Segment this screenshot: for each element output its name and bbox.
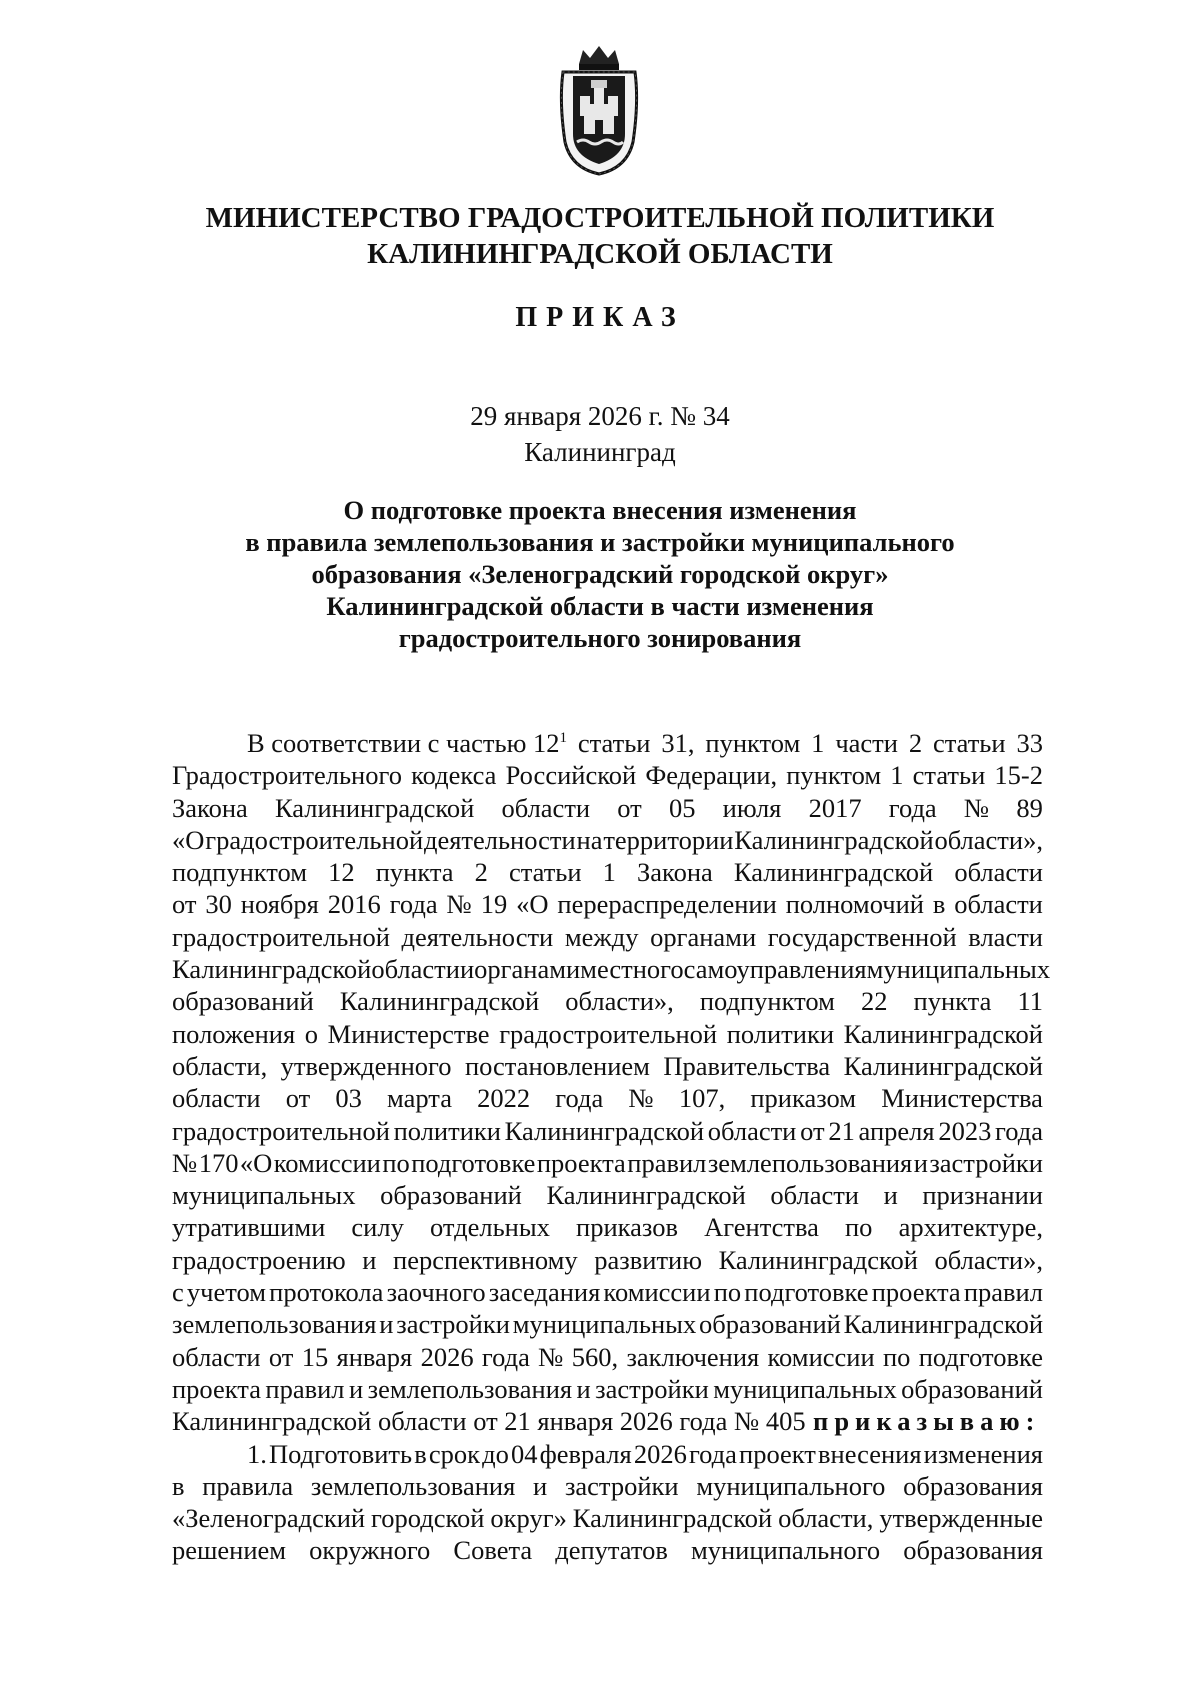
body-word: 33: [1016, 728, 1043, 758]
body-word: муниципальных: [713, 1373, 897, 1404]
body-word: статьи: [577, 728, 651, 758]
body-word: утвержденного: [280, 1050, 452, 1081]
body-word: 560,: [571, 1341, 619, 1372]
body-word: области,: [172, 1050, 268, 1081]
body-word: решением: [172, 1535, 287, 1566]
body-line: [172, 953, 1051, 985]
body-word: деятельности: [423, 824, 576, 855]
body-word: года: [481, 1341, 530, 1372]
body-line: [172, 1534, 1043, 1566]
body-word: внесения: [818, 1438, 922, 1469]
body-word: образования: [903, 1470, 1043, 1501]
body-word: в: [932, 889, 946, 920]
body-word: 170: [198, 1147, 239, 1178]
body-word: февраля: [539, 1438, 632, 1469]
body-word: 1: [602, 857, 616, 888]
body-word: до: [482, 1438, 509, 1469]
body-word: Российской: [505, 760, 637, 791]
body-word: 19: [480, 889, 508, 920]
ministry-name: [150, 200, 1050, 272]
body-word: статьи: [932, 728, 1006, 758]
body-line: [172, 792, 1043, 824]
body-word: градостроительной: [172, 921, 390, 952]
body-word: 2016: [327, 889, 381, 920]
body-word: застройки: [929, 1147, 1043, 1178]
body-word: 31,: [661, 728, 695, 758]
body-word: землепользования: [172, 1309, 377, 1340]
body-word: по: [382, 1147, 410, 1178]
body-word: власти: [968, 921, 1043, 952]
body-word: Агентства: [704, 1212, 819, 1243]
body-word: землепользования: [310, 1470, 516, 1501]
body-word: области: [707, 1115, 797, 1146]
body-word: приказом: [750, 1083, 857, 1114]
body-word: №: [446, 889, 472, 920]
body-word: проект: [739, 1438, 816, 1469]
body-word: области»,: [934, 1244, 1043, 1275]
body-word: пунктом: [786, 760, 882, 791]
body-word: 2017: [808, 792, 862, 823]
body-word: Калининградской: [843, 1018, 1043, 1049]
body-word: 22: [860, 986, 888, 1017]
body-word: от: [285, 1083, 311, 1114]
body-word: проекта: [172, 1373, 261, 1404]
body-word: городской: [371, 1503, 485, 1534]
body-word: 1: [890, 760, 904, 791]
body-word: года: [389, 889, 438, 920]
body-word: №: [628, 1083, 654, 1114]
body-word: «О: [516, 889, 549, 920]
body-word: 05: [668, 792, 696, 823]
body-word: пунктом: [705, 728, 801, 758]
body-word: образований: [901, 1373, 1043, 1404]
date-block: [150, 398, 1050, 470]
body-word: в: [414, 1438, 427, 1469]
body-word: пункта: [913, 986, 992, 1017]
body-line: [172, 1470, 1043, 1502]
body-word: Калининградской: [718, 1244, 918, 1275]
body-word: Калининградской: [339, 986, 540, 1017]
body-word: местного: [580, 954, 684, 985]
body-word: подпунктом: [699, 986, 835, 1017]
body-line: [172, 1276, 1043, 1308]
body-word: области: [954, 889, 1043, 920]
body-word: 2022: [477, 1083, 531, 1114]
body-word: между: [564, 921, 639, 952]
body-word: застройки: [595, 1373, 709, 1404]
body-word: государственной: [767, 921, 957, 952]
body-word: срок: [428, 1438, 480, 1469]
kaliningrad-coat-of-arms-icon: [557, 42, 641, 178]
body-word: образования: [903, 1535, 1043, 1566]
body-word: 1: [811, 728, 825, 758]
body-word: от: [268, 1341, 294, 1372]
body-word: застройки: [564, 1470, 679, 1501]
body-word: 30: [205, 889, 232, 920]
body-word: 15: [301, 1341, 329, 1372]
body-word: статьи: [912, 760, 986, 791]
body-word: по: [845, 1212, 873, 1243]
body-word: пункта: [375, 857, 454, 888]
body-word: образований: [380, 1180, 522, 1211]
body-word: Калининградской: [504, 1115, 705, 1146]
date-and-number: 29 января 2026 г. № 34: [470, 401, 730, 431]
body-word: утратившими: [172, 1212, 326, 1243]
body-line: [172, 1405, 1043, 1437]
body-word: подготовке: [411, 1147, 536, 1178]
body-word: заключения: [626, 1341, 760, 1372]
body-word: июля: [722, 792, 782, 823]
body-word: области: [172, 1341, 261, 1372]
body-word: муниципального: [690, 1535, 881, 1566]
body-word: архитектуре,: [898, 1212, 1043, 1243]
body-word: 04: [510, 1438, 538, 1469]
body-word: 2: [474, 857, 488, 888]
body-word: правила: [202, 1470, 294, 1501]
body-word: 1.: [247, 1438, 267, 1469]
body-line: [172, 1018, 1043, 1050]
body-word: градостроительной: [172, 1115, 390, 1146]
body-word: марта: [387, 1083, 452, 1114]
body-text: [172, 727, 1051, 1567]
body-word: заочного: [386, 1277, 486, 1308]
order-word: приказываю:: [813, 1406, 1041, 1437]
ministry-name-line-1: МИНИСТЕРСТВО ГРАДОСТРОИТЕЛЬНОЙ ПОЛИТИКИ: [205, 202, 995, 234]
city: Калининград: [524, 437, 676, 467]
body-word: Калининградской: [734, 824, 934, 855]
body-word: области: [770, 1180, 859, 1211]
body-word: приказов: [576, 1212, 678, 1243]
body-word: года: [555, 1083, 604, 1114]
subject-line: Калининградской области в части изменения: [326, 591, 874, 621]
body-word: области: [371, 954, 460, 985]
body-word: области,: [778, 1503, 874, 1534]
body-word: подготовке: [918, 1341, 1043, 1372]
body-word: Закона: [172, 792, 248, 823]
body-word: и: [576, 1373, 591, 1404]
body-word: и: [362, 1244, 377, 1275]
body-word: и: [533, 1470, 548, 1501]
body-word: самоуправления: [683, 954, 867, 985]
body-word: градостроительной: [499, 1018, 718, 1049]
body-word: Калининградской: [843, 1050, 1043, 1081]
body-word: и: [349, 1373, 364, 1404]
body-word: №: [172, 1147, 198, 1178]
body-word: «О: [172, 824, 205, 855]
body-word: землепользования: [707, 1147, 913, 1178]
body-line: [172, 1211, 1043, 1243]
body-word: от: [800, 1115, 825, 1146]
body-word: 12: [328, 857, 355, 888]
subject-line: в правила землепользования и застройки муниципального: [245, 527, 955, 557]
body-word: территории: [603, 824, 734, 855]
body-word: землепользования: [367, 1373, 573, 1404]
body-word: Министерстве: [327, 1018, 490, 1049]
body-word: «О: [239, 1147, 273, 1178]
body-word: образований: [699, 1309, 841, 1340]
document-type: ПРИКАЗ: [515, 302, 685, 333]
body-word: апреля: [858, 1115, 935, 1146]
body-word: от: [617, 792, 642, 823]
body-word: постановлением: [464, 1050, 650, 1081]
body-word: Министерства: [881, 1083, 1043, 1114]
body-word: января: [336, 1341, 413, 1372]
body-word: заседания: [488, 1277, 601, 1308]
body-line: [172, 888, 1043, 920]
body-line: [172, 1115, 1043, 1147]
body-word: проекта: [871, 1277, 961, 1308]
body-word: утвержденные: [879, 1503, 1043, 1534]
body-word: 03: [335, 1083, 362, 1114]
body-word: статьи: [508, 857, 582, 888]
body-word: года: [995, 1115, 1043, 1146]
body-word: области»,: [934, 824, 1043, 855]
body-word: органами: [474, 954, 581, 985]
body-word: ноября: [240, 889, 319, 920]
body-word: застройки: [396, 1309, 510, 1340]
body-line: [172, 759, 1043, 791]
body-word: области»,: [565, 986, 674, 1017]
subject-line: градостроительного зонирования: [398, 623, 802, 653]
body-word: деятельности: [401, 921, 554, 952]
body-word: комиссии: [767, 1341, 875, 1372]
body-word: кодекса: [411, 760, 497, 791]
ministry-name-line-2: КАЛИНИНГРАДСКОЙ ОБЛАСТИ: [367, 238, 833, 270]
body-line: [172, 1502, 1043, 1534]
body-word: силу: [351, 1212, 404, 1243]
body-word: Федерации,: [645, 760, 778, 791]
body-word: правил: [963, 1277, 1043, 1308]
body-line: [172, 1244, 1043, 1276]
body-word: учетом: [186, 1277, 267, 1308]
body-word: в: [172, 1470, 185, 1501]
body-word: 2026: [633, 1438, 687, 1469]
body-word: и: [379, 1309, 394, 1340]
body-word: окружного: [309, 1535, 431, 1566]
body-word: и: [459, 954, 475, 985]
body-word: Правительства: [663, 1050, 831, 1081]
body-word: развитию: [594, 1244, 702, 1275]
body-word: Совета: [453, 1535, 533, 1566]
body-line: [172, 1050, 1043, 1082]
body-line: [172, 1341, 1043, 1373]
body-word: комиссии: [273, 1147, 381, 1178]
body-text-fragment: В соответствии с частью 12: [247, 728, 560, 758]
body-word: по: [882, 1341, 911, 1372]
body-word: подпунктом: [172, 857, 308, 888]
body-word: года: [888, 792, 937, 823]
superscript: 1: [559, 730, 567, 747]
body-word: области: [501, 792, 591, 823]
body-word: муниципального: [696, 1470, 886, 1501]
body-word: политики: [726, 1018, 834, 1049]
body-line: [172, 824, 1043, 856]
body-line: [172, 1438, 1043, 1470]
body-word: Калининградской: [172, 954, 372, 985]
subject-line: О подготовке проекта внесения изменения: [343, 495, 857, 525]
body-line: [172, 856, 1043, 888]
body-word: №: [538, 1341, 564, 1372]
body-line: [172, 1147, 1043, 1179]
body-word: полномочий: [785, 889, 924, 920]
body-word: муниципальных: [512, 1309, 697, 1340]
body-line: [172, 1082, 1043, 1114]
body-word: Закона: [637, 857, 713, 888]
body-word: Градостроительного: [172, 760, 402, 791]
body-word: правил: [265, 1373, 345, 1404]
body-word: 2: [908, 728, 923, 758]
body-line: [172, 985, 1043, 1017]
body-word: округ»: [490, 1503, 567, 1534]
body-line: [172, 921, 1043, 953]
body-word: Калининградской: [546, 1180, 746, 1211]
body-word: №: [963, 792, 990, 823]
body-word: органами: [650, 921, 757, 952]
body-word: проекта: [536, 1147, 626, 1178]
body-line: [172, 727, 1043, 759]
body-word: подготовке: [744, 1277, 869, 1308]
body-word: изменения: [923, 1438, 1043, 1469]
body-word: положения: [172, 1018, 296, 1049]
body-word: части: [835, 728, 898, 758]
body-word: депутатов: [555, 1535, 668, 1566]
body-word: о: [304, 1018, 319, 1049]
body-word: правил: [627, 1147, 707, 1178]
body-word: градостроительной: [205, 824, 424, 855]
body-line: [172, 1308, 1043, 1340]
body-word: года: [688, 1438, 737, 1469]
body-word: отдельных: [429, 1212, 550, 1243]
body-word: Калининградской: [733, 857, 934, 888]
body-word: 15-2: [994, 760, 1043, 791]
body-word: 21: [828, 1115, 855, 1146]
body-word: муниципальных: [172, 1180, 356, 1211]
body-word: и: [883, 1180, 898, 1211]
subject-heading: [150, 494, 1050, 654]
body-word: градостроению: [172, 1244, 346, 1275]
body-word: 2026: [420, 1341, 474, 1372]
body-word: 107,: [678, 1083, 726, 1114]
body-word: области: [172, 1083, 261, 1114]
body-word: 89: [1016, 792, 1043, 823]
body-word: Калининградской: [274, 792, 475, 823]
body-word: комиссии: [603, 1277, 711, 1308]
body-word: признании: [922, 1180, 1043, 1211]
body-word: «Зеленоградский: [172, 1503, 366, 1534]
body-word: 11: [1017, 986, 1043, 1017]
body-word: Калининградской: [572, 1503, 773, 1534]
body-word: перераспределении: [557, 889, 777, 920]
body-word: и: [913, 1147, 928, 1178]
body-word: области: [954, 857, 1043, 888]
body-word: с: [172, 1277, 184, 1308]
body-line: [172, 1373, 1043, 1405]
body-word: по: [713, 1277, 742, 1308]
body-text-fragment: Калининградской области от 21 января 2026 года № 405: [172, 1406, 806, 1437]
body-line: [172, 1179, 1043, 1211]
body-word: Калининградской: [843, 1309, 1043, 1340]
body-word: образований: [172, 986, 314, 1017]
body-word: перспективному: [393, 1244, 578, 1275]
body-word: 2023: [938, 1115, 992, 1146]
body-word: муниципальных: [866, 954, 1051, 985]
body-word: на: [576, 824, 603, 855]
body-word: протокола: [269, 1277, 384, 1308]
subject-line: образования «Зеленоградский городской округ»: [311, 559, 889, 589]
body-word: от: [172, 889, 197, 920]
body-word: Подготовить: [269, 1438, 413, 1469]
body-word: политики: [393, 1115, 501, 1146]
